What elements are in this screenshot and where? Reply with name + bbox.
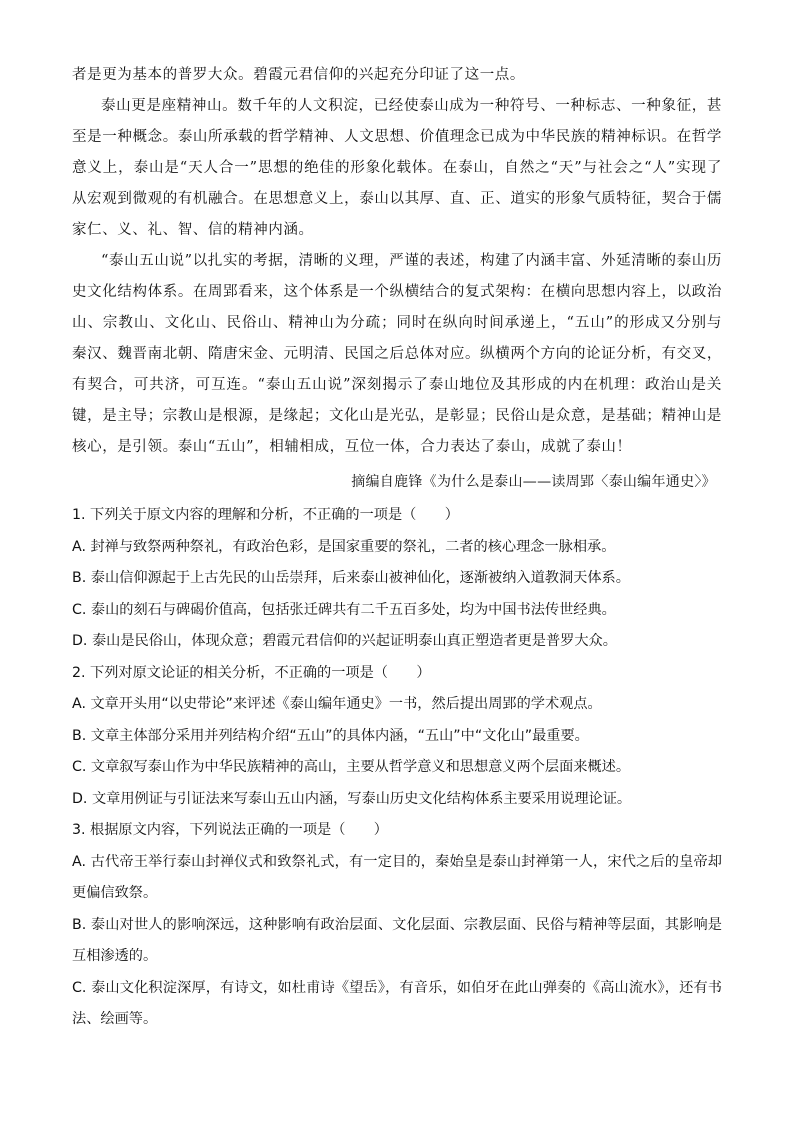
option-b: B. 文章主体部分采用并列结构介绍“五山”的具体内涵，“五山”中“文化山”最重要。 bbox=[72, 727, 589, 744]
option-c: C. 泰山文化积淀深厚，有诗文，如杜甫诗《望岳》，有音乐，如伯牙在此山弹奏的《高山流水》，还有书法、绘画等。 bbox=[72, 979, 722, 1027]
passage-paragraph: 者是更为基本的普罗大众。碧霞元君信仰的兴起充分印证了这一点。 bbox=[72, 67, 525, 83]
question-stem: 1. 下列关于原文内容的理解和分析，不正确的一项是（ ） bbox=[72, 507, 459, 523]
option-d: D. 泰山是民俗山，体现众意；碧霞元君信仰的兴起证明泰山真正塑造者更是普罗大众。 bbox=[72, 633, 617, 649]
option-a: A. 封禅与致祭两种祭礼，有政治色彩，是国家重要的祭礼，二者的核心理念一脉相承。 bbox=[72, 538, 616, 555]
option-c: C. 文章叙写泰山作为中华民族精神的高山，主要从哲学意义和思想意义两个层面来概述。 bbox=[72, 759, 631, 775]
option-a: A. 古代帝王举行泰山封禅仪式和致祭礼式，有一定目的，秦始皇是泰山封禅第一人，宋代之后的皇帝却更偏信致祭。 bbox=[72, 853, 722, 901]
option-b: B. 泰山信仰源起于上古先民的山岳崇拜，后来泰山被神仙化，逐渐被纳入道教洞天体系。 bbox=[72, 570, 630, 586]
reading-passage bbox=[72, 60, 722, 463]
passage-paragraph: 泰山更是座精神山。数千年的人文积淀，已经使泰山成为一种符号、一种标志、一种象征，甚至是一种概念。泰山所承载的哲学精神、人文思想、价值理念已成为中华民族的精神标识。在哲学意义上，泰山是“天人合一”思想的绝佳的形象化载体。在泰山，自然之“天”与社会之“人”实现了从宏观到微观的有机融合。在思想意义上，泰山以其厚、直、正、道实的形象气质特征，契合于儒家仁、义、礼、智、信的精神内涵。 bbox=[72, 98, 722, 238]
option-b: B. 泰山对世人的影响深远，这种影响有政治层面、文化层面、宗教层面、民俗与精神等层面，其影响是互相渗透的。 bbox=[72, 916, 722, 964]
passage-paragraph: “泰山五山说”以扎实的考据，清晰的义理，严谨的表述，构建了内涵丰富、外延清晰的泰山历史文化结构体系。在周郢看来，这个体系是一个纵横结合的复式架构：在横向思想内容上，以政治山、宗教山、文化山、民俗山、精神山为分疏；同时在纵向时间承递上，“五山”的形成又分别与秦汉、魏晋南北朝、隋唐宋金、元明清、民国之后总体对应。纵横两个方向的论证分析，有交叉，有契合，可共济，可互连。“泰山五山说”深刻揭示了泰山地位及其形成的内在机理：政治山是关键，是主导；宗教山是根源，是缘起；文化山是光弘，是彰显；民俗山是众意，是基础；精神山是核心，是引领。泰山“五山”，相辅相成，互位一体，合力表达了泰山，成就了泰山！ bbox=[72, 253, 722, 455]
question-stem: 2. 下列对原文论证的相关分析，不正确的一项是（ ） bbox=[72, 664, 431, 681]
option-d: D. 文章用例证与引证法来写泰山五山内涵，写泰山历史文化结构体系主要采用说理论证。 bbox=[72, 790, 632, 807]
option-a: A. 文章开头用“以史带论”来评述《泰山编年通史》一书，然后提出周郢的学术观点。 bbox=[72, 696, 602, 712]
source-citation: 摘编自鹿锋《为什么是泰山——读周郢〈泰山编年通史〉》 bbox=[351, 474, 716, 490]
option-c: C. 泰山的刻石与碑碣价值高，包括张迁碑共有二千五百多处，均为中国书法传世经典。 bbox=[72, 601, 616, 618]
question-list bbox=[72, 500, 722, 1036]
question-stem: 3. 根据原文内容，下列说法正确的一项是（ ） bbox=[72, 822, 388, 838]
